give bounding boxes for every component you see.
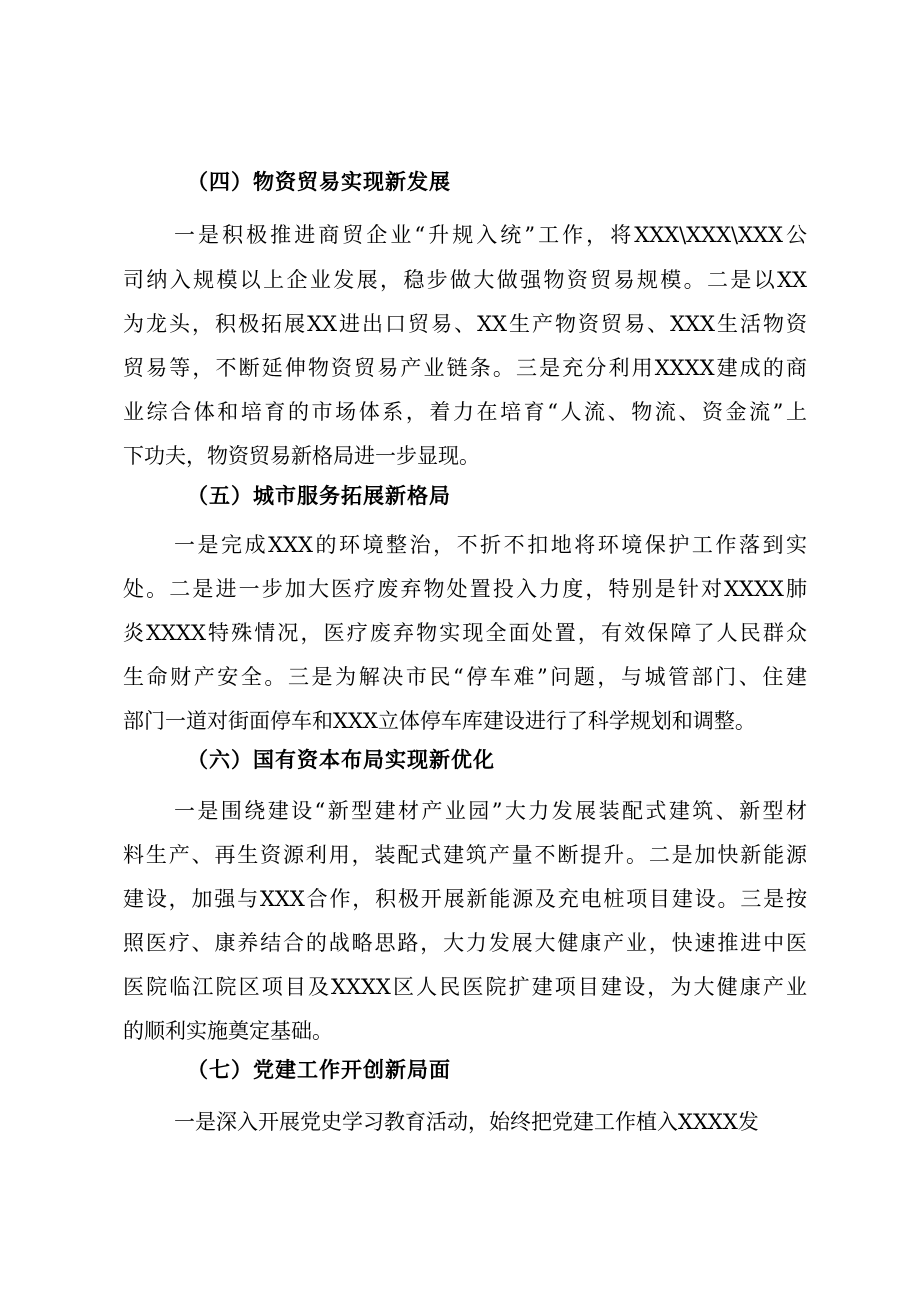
paragraph-line: 业综合体和培育的市场体系，着力在培育“人流、物流、资金流”上	[123, 400, 807, 424]
paragraph-line: 生命财产安全。三是为解决市民“停车难”问题，与城管部门、住建	[123, 665, 807, 689]
paragraph-line: 处。二是进一步加大医疗废弃物处置投入力度，特别是针对XXXX肺	[123, 577, 807, 601]
paragraph-line: 一是完成XXX的环境整治，不折不扣地将环境保护工作落到实	[174, 533, 807, 557]
paragraph-line: 一是积极推进商贸企业“升规入统”工作，将XXX\XXX\XXX公	[174, 223, 807, 247]
paragraph-line: 部门一道对街面停车和XXX立体停车库建设进行了科学规划和调整。	[123, 709, 756, 733]
paragraph-line: 照医疗、康养结合的战略思路，大力发展大健康产业，快速推进中医	[123, 931, 807, 955]
paragraph-line: 的顺利实施奠定基础。	[123, 1019, 333, 1043]
paragraph-line: 司纳入规模以上企业发展，稳步做大做强物资贸易规模。二是以XX	[123, 268, 807, 292]
paragraph-line: 一是围绕建设“新型建材产业园”大力发展装配式建筑、新型材	[174, 799, 807, 823]
paragraph-line: 为龙头，积极拓展XX进出口贸易、XX生产物资贸易、XXX生活物资	[123, 312, 807, 336]
section-heading-4: （四）物资贸易实现新发展	[187, 170, 451, 194]
paragraph-line: 建设，加强与XXX合作，积极开展新能源及充电桩项目建设。三是按	[123, 887, 807, 911]
paragraph-line: 下功夫，物资贸易新格局进一步显现。	[123, 444, 480, 468]
paragraph-line: 料生产、再生资源利用，装配式建筑产量不断提升。二是加快新能源	[123, 843, 807, 867]
paragraph-line: 医院临江院区项目及XXXX区人民医院扩建项目建设，为大健康产业	[123, 975, 807, 999]
section-heading-5: （五）城市服务拓展新格局	[187, 484, 451, 508]
paragraph-line: 炎XXXX特殊情况，医疗废弃物实现全面处置，有效保障了人民群众	[123, 621, 807, 645]
section-heading-6: （六）国有资本布局实现新优化	[187, 748, 495, 772]
paragraph-line: 一是深入开展党史学习教育活动，始终把党建工作植入XXXX发	[174, 1110, 759, 1134]
paragraph-line: 贸易等，不断延伸物资贸易产业链条。三是充分利用XXXX建成的商	[123, 356, 807, 380]
section-heading-7: （七）党建工作开创新局面	[187, 1058, 451, 1082]
